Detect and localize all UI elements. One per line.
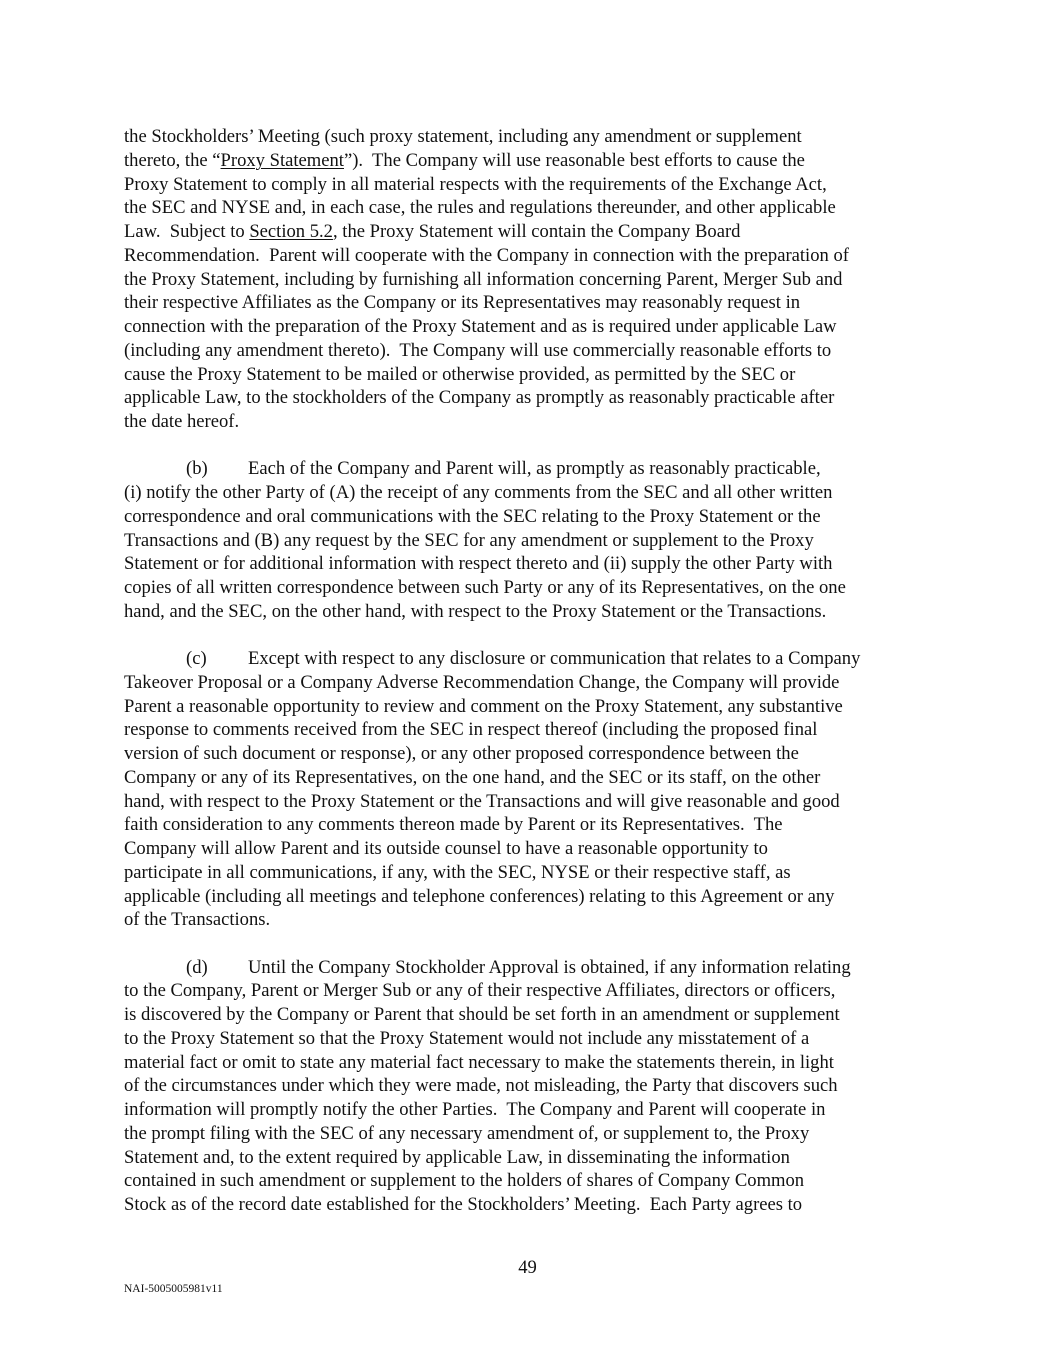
paragraph-b: [124, 457, 944, 623]
text-line: of the circumstances under which they were made, not misleading, the Party that discovers such: [124, 1075, 838, 1097]
text-segment: thereto, the “: [124, 149, 221, 171]
text-line: Transactions and (B) any request by the SEC for any amendment or supplement to the Proxy: [124, 529, 814, 551]
paragraph-label: (d): [186, 956, 208, 978]
text-segment: Law. Subject to: [124, 221, 250, 242]
text-line: connection with the preparation of the Proxy Statement and as is required under applicable Law: [124, 316, 837, 337]
text-line: the SEC and NYSE and, in each case, the rules and regulations thereunder, and other applicable: [124, 197, 836, 219]
paragraph-a: [124, 125, 944, 434]
text-line: to the Company, Parent or Merger Sub or any of their respective Affiliates, directors or officers,: [124, 980, 836, 1002]
text-line: Proxy Statement to comply in all material respects with the requirements of the Exchange Act,: [124, 173, 827, 195]
text-line: [124, 220, 944, 244]
text-line: Company will allow Parent and its outside counsel to have a reasonable opportunity to: [124, 838, 768, 859]
text-line: the Stockholders’ Meeting (such proxy statement, including any amendment or supplement: [124, 126, 802, 147]
text-line: [124, 457, 944, 481]
text-line: applicable Law, to the stockholders of the Company as promptly as reasonably practicable after: [124, 387, 835, 409]
text-line: their respective Affiliates as the Company or its Representatives may reasonably request in: [124, 292, 801, 314]
proxy-statement-defined-term: Proxy Statement: [220, 149, 344, 171]
text-line: (including any amendment thereto). The Company will use commercially reasonable efforts to: [124, 339, 832, 361]
text-line: copies of all written correspondence between such Party or any of its Representatives, on the one: [124, 577, 846, 598]
paragraph-spacer: [124, 932, 944, 956]
paragraph-label: (c): [186, 648, 207, 669]
text-line: to the Proxy Statement so that the Proxy Statement would not include any misstatement of a: [124, 1027, 810, 1049]
text-line: response to comments received from the SEC in respect thereof (including the proposed final: [124, 719, 818, 741]
text-line: Statement and, to the extent required by applicable Law, in disseminating the information: [124, 1146, 790, 1168]
text-line: cause the Proxy Statement to be mailed or otherwise provided, as permitted by the SEC or: [124, 363, 796, 385]
text-line: faith consideration to any comments thereon made by Parent or its Representatives. The: [124, 814, 783, 836]
text-line: material fact or omit to state any material fact necessary to make the statements therein, in light: [124, 1051, 834, 1073]
text-line: [124, 647, 944, 671]
document-id: NAI-5005005981v11: [124, 1283, 223, 1295]
text-line: (i) notify the other Party of (A) the receipt of any comments from the SEC and all other written: [124, 482, 833, 503]
text-line: is discovered by the Company or Parent that should be set forth in an amendment or supplement: [124, 1004, 840, 1025]
page-number: 49: [518, 1257, 537, 1278]
text-line: the Proxy Statement, including by furnishing all information concerning Parent, Merger Sub and: [124, 268, 843, 290]
paragraph-d: [124, 956, 944, 1217]
text-segment: Until the Company Stockholder Approval is obtained, if any information relating: [248, 956, 851, 978]
text-line: hand, with respect to the Proxy Statement or the Transactions and will give reasonable and good: [124, 790, 840, 812]
text-line: of the Transactions.: [124, 909, 271, 931]
text-line: contained in such amendment or supplement to the holders of shares of Company Common: [124, 1170, 805, 1192]
paragraph-c: [124, 647, 944, 932]
text-line: Parent a reasonable opportunity to review and comment on the Proxy Statement, any substantive: [124, 695, 843, 717]
text-line: hand, and the SEC, on the other hand, with respect to the Proxy Statement or the Transactions.: [124, 600, 827, 622]
paragraph-label: (b): [186, 458, 208, 480]
text-line: information will promptly notify the other Parties. The Company and Parent will cooperate in: [124, 1099, 826, 1120]
text-line: Recommendation. Parent will cooperate with the Company in connection with the preparation of: [124, 244, 849, 266]
text-line: Company or any of its Representatives, on the one hand, and the SEC or its staff, on the other: [124, 766, 821, 788]
section-5-2-reference: Section 5.2: [249, 221, 333, 242]
text-segment: Each of the Company and Parent will, as promptly as reasonably practicable,: [248, 458, 821, 480]
text-line: [124, 149, 944, 173]
text-line: the prompt filing with the SEC of any necessary amendment of, or supplement to, the Proxy: [124, 1122, 810, 1144]
body-text: [124, 125, 944, 1217]
text-line: Stock as of the record date established for the Stockholders’ Meeting. Each Party agrees to: [124, 1194, 803, 1215]
text-line: [124, 956, 944, 980]
text-line: Statement or for additional information with respect thereto and (ii) supply the other Party with: [124, 553, 833, 575]
text-segment: , the Proxy Statement will contain the Company Board: [332, 221, 741, 242]
text-segment: ”). The Company will use reasonable best efforts to cause the: [343, 149, 805, 171]
text-line: applicable (including all meetings and telephone conferences) relating to this Agreement or any: [124, 885, 835, 907]
text-segment: Except with respect to any disclosure or communication that relates to a Company: [248, 648, 861, 669]
paragraph-spacer: [124, 434, 944, 458]
text-line: Takeover Proposal or a Company Adverse Recommendation Change, the Company will provide: [124, 671, 840, 693]
paragraph-spacer: [124, 624, 944, 648]
text-line: version of such document or response), or any other proposed correspondence between the: [124, 743, 799, 764]
text-line: the date hereof.: [124, 411, 240, 432]
text-line: correspondence and oral communications with the SEC relating to the Proxy Statement or the: [124, 505, 821, 527]
text-line: participate in all communications, if any, with the SEC, NYSE or their respective staff, as: [124, 861, 791, 883]
